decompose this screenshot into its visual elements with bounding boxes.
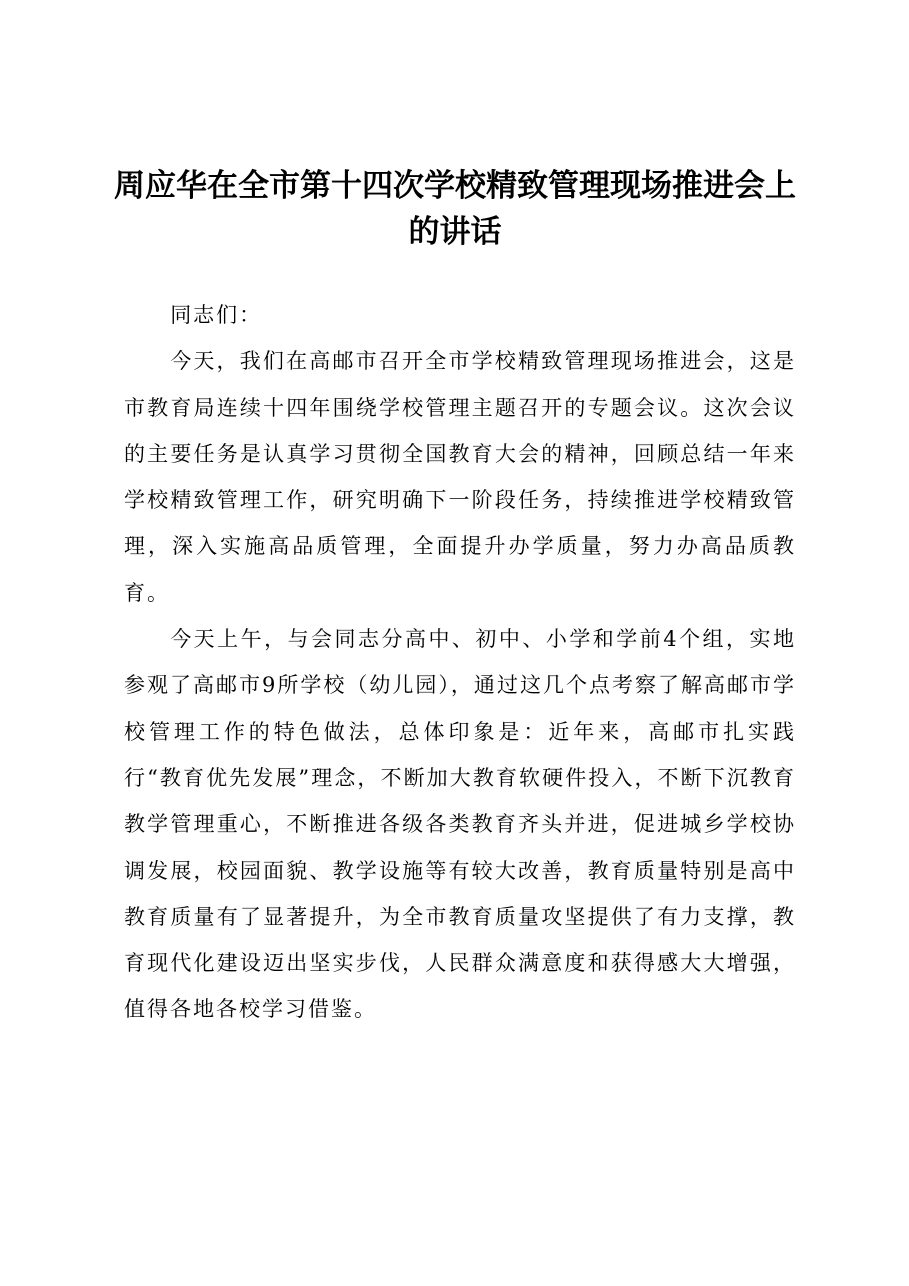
document-title: 周应华在全市第十四次学校精致管理现场推进会上的讲话 [114, 168, 796, 250]
document-body [124, 292, 796, 1033]
paragraph-1: 今天，我们在高邮市召开全市学校精致管理现场推进会，这是市教育局连续十四年围绕学校管理主题召开的专题会议。这次会议的主要任务是认真学习贯彻全国教育大会的精神，回顾总结一年来学校精致管理工作，研究明确下一阶段任务，持续推进学校精致管理，深入实施高品质管理，全面提升办学质量，努力办高品质教育。 [124, 349, 796, 605]
greeting: 同志们： [170, 303, 263, 327]
paragraph-2: 今天上午，与会同志分高中、初中、小学和学前4个组，实地参观了高邮市9所学校（幼儿园），通过这几个点考察了解高邮市学校管理工作的特色做法，总体印象是：近年来，高邮市扎实践行“教育优先发展”理念，不断加大教育软硬件投入，不断下沉教育教学管理重心，不断推进各级各类教育齐头并进，促进城乡学校协调发展，校园面貌、教学设施等有较大改善，教育质量特别是高中教育质量有了显著提升，为全市教育质量攻坚提供了有力支撑，教育现代化建设迈出坚实步伐，人民群众满意度和获得感大大增强，值得各地各校学习借鉴。 [124, 627, 796, 1022]
